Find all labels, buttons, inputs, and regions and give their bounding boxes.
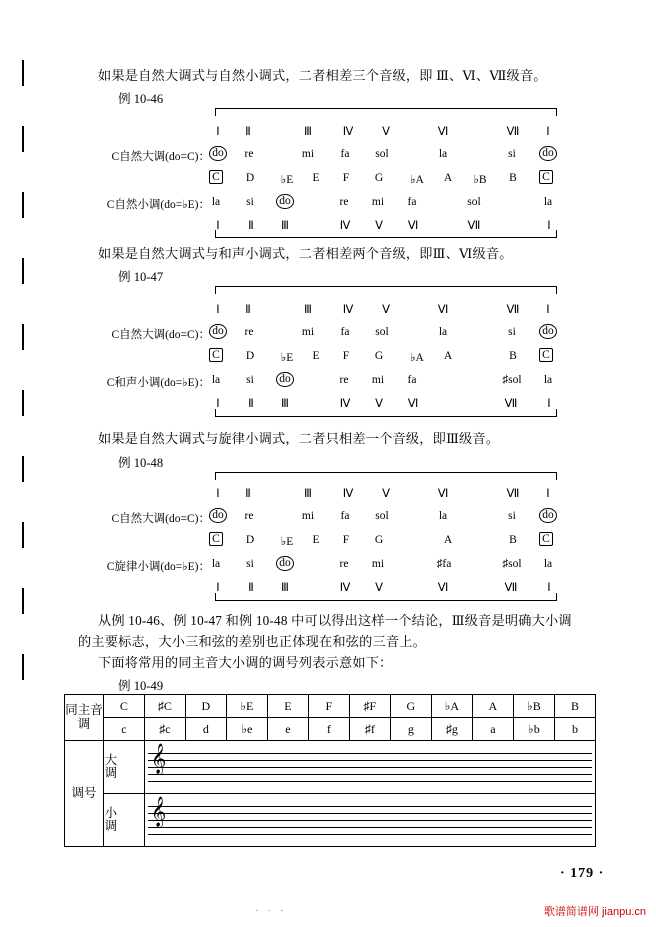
paragraph-2: 如果是自然大调式与和声小调式，二者相差两个音级，即Ⅲ、Ⅵ级音。: [98, 246, 513, 261]
table-header-same-tonic: 同主音调: [65, 695, 104, 741]
ex46-roman-top-1: Ⅰ: [216, 126, 220, 138]
ex47-roman-bot-4: Ⅳ: [339, 398, 351, 410]
ex47-row2-label: C和声小调(do=♭E)：: [106, 377, 210, 389]
ex46-roman-top-7: Ⅶ: [506, 126, 520, 138]
ex48-roman-bot-1: Ⅰ: [216, 582, 220, 594]
ex47-roman-bot-2: Ⅱ: [248, 398, 254, 410]
major-key-4: E: [267, 695, 308, 718]
ex47-row1-note-5: sol: [375, 326, 389, 338]
ex46-letter-11: C: [536, 171, 556, 183]
ex48-row2-note-4: re: [339, 558, 349, 570]
treble-clef-icon-minor: 𝄞: [150, 797, 167, 826]
ex46-row2-note-2: si: [246, 196, 254, 208]
ex47-row2-note-8: la: [543, 374, 553, 386]
ex48-roman-bot-8: Ⅰ: [547, 582, 551, 594]
ex47-row1-note-1: do: [205, 324, 231, 339]
ex46-row1-note-2: re: [244, 148, 254, 160]
ex47-row2-note-7: ♯sol: [502, 374, 522, 386]
ex48-roman-bot-2: Ⅱ: [248, 582, 254, 594]
ex48-row1-note-8: do: [535, 508, 561, 523]
footer-dots: · · ·: [255, 905, 287, 917]
ex46-letter-6: G: [374, 172, 384, 184]
page-number: · 179 ·: [560, 866, 605, 881]
ex48-roman-top-3: Ⅲ: [304, 488, 312, 500]
major-staff-row: [144, 741, 595, 794]
ex46-row2-note-3: do: [272, 194, 298, 209]
major-key-10: ♭B: [513, 695, 554, 718]
ex47-letter-6: G: [374, 350, 384, 362]
ex46-letter-7: ♭A: [410, 174, 424, 186]
ex48-roman-top-5: Ⅴ: [382, 488, 390, 500]
ex47-roman-top-2: Ⅱ: [245, 304, 251, 316]
ex47-roman-top-8: Ⅰ: [546, 304, 550, 316]
treble-clef-icon-major: 𝄞: [150, 744, 167, 773]
ex47-bottom-bracket: [215, 409, 557, 417]
key-signature-table: [64, 694, 596, 847]
major-key-7: G: [390, 695, 431, 718]
ex46-letter-3: ♭E: [280, 174, 294, 186]
ex46-letter-4: E: [312, 172, 320, 184]
example-label-10-48: 例 10-48: [118, 456, 164, 470]
ex47-letter-9: B: [509, 350, 517, 362]
ex47-row1-note-8: do: [535, 324, 561, 339]
minor-key-0: c: [103, 718, 144, 741]
ex48-roman-top-4: Ⅳ: [342, 488, 354, 500]
ex47-row1-note-4: fa: [340, 326, 350, 338]
ex47-roman-top-6: Ⅵ: [437, 304, 449, 316]
ex47-letter-10: C: [536, 349, 556, 361]
ex48-row2-note-7: ♯sol: [502, 558, 522, 570]
ex46-letter-9: ♭B: [473, 174, 487, 186]
ex47-roman-top-4: Ⅳ: [342, 304, 354, 316]
ex47-letter-7: ♭A: [410, 352, 424, 364]
ex46-row2-note-4: re: [339, 196, 349, 208]
example-label-10-47: 例 10-47: [118, 270, 164, 284]
ex48-roman-bot-4: Ⅳ: [339, 582, 351, 594]
ex47-letter-4: E: [312, 350, 320, 362]
ex48-roman-top-1: Ⅰ: [216, 488, 220, 500]
ex46-row2-note-6: fa: [407, 196, 417, 208]
minor-key-1: ♯c: [144, 718, 185, 741]
example-label-10-49: 例 10-49: [118, 679, 164, 693]
ex47-letter-2: D: [245, 350, 255, 362]
ex48-roman-top-7: Ⅶ: [506, 488, 520, 500]
ex48-row2-note-8: la: [543, 558, 553, 570]
ex46-row2-label: C自然小调(do=♭E)：: [106, 199, 210, 211]
ex46-bottom-bracket: [215, 230, 557, 238]
ex46-roman-bot-6: Ⅵ: [407, 220, 419, 232]
major-key-3: ♭E: [226, 695, 267, 718]
ex47-letter-3: ♭E: [280, 352, 294, 364]
major-key-11: B: [554, 695, 595, 718]
ex46-letter-10: B: [509, 172, 517, 184]
ex48-row1-note-7: si: [508, 510, 516, 522]
ex46-roman-top-5: Ⅴ: [382, 126, 390, 138]
minor-key-9: a: [472, 718, 513, 741]
ex47-roman-bot-5: Ⅴ: [375, 398, 383, 410]
ex48-letter-4: E: [312, 534, 320, 546]
major-key-1: ♯C: [144, 695, 185, 718]
margin-tick-marks: [22, 60, 25, 820]
major-key-9: A: [472, 695, 513, 718]
ex48-roman-bot-3: Ⅲ: [281, 582, 289, 594]
ex47-row2-note-6: fa: [407, 374, 417, 386]
ex46-row1-note-1: do: [205, 146, 231, 161]
ex47-row1-note-6: la: [438, 326, 448, 338]
ex46-roman-bot-7: Ⅶ: [467, 220, 481, 232]
ex48-letter-3: ♭E: [280, 536, 294, 548]
ex46-row2-note-1: la: [211, 196, 221, 208]
ex48-row2-label: C旋律小调(do=♭E)：: [106, 561, 210, 573]
ex48-roman-bot-6: Ⅵ: [437, 582, 449, 594]
ex48-letter-5: F: [342, 534, 350, 546]
ex46-letter-5: F: [342, 172, 350, 184]
paragraph-3: 如果是自然大调式与旋律小调式，二者只相差一个音级，即Ⅲ级音。: [98, 431, 500, 446]
ex46-roman-bot-4: Ⅳ: [339, 220, 351, 232]
ex46-letter-8: A: [443, 172, 453, 184]
ex48-letter-9: C: [536, 533, 556, 545]
minor-staff-row: [144, 794, 595, 847]
ex48-row1-note-6: la: [438, 510, 448, 522]
ex47-roman-top-1: Ⅰ: [216, 304, 220, 316]
minor-key-3: ♭e: [226, 718, 267, 741]
minor-key-11: b: [554, 718, 595, 741]
ex47-roman-bot-1: Ⅰ: [216, 398, 220, 410]
ex46-row1-note-6: la: [438, 148, 448, 160]
major-key-8: ♭A: [431, 695, 472, 718]
ex46-roman-top-8: Ⅰ: [546, 126, 550, 138]
ex47-roman-bot-8: Ⅰ: [547, 398, 551, 410]
ex48-row2-note-5: mi: [371, 558, 385, 570]
ex47-row2-note-3: do: [272, 372, 298, 387]
ex48-letter-7: A: [443, 534, 453, 546]
ex48-bottom-bracket: [215, 593, 557, 601]
paragraph-5: 的主要标志，大小三和弦的差别也正体现在和弦的三音上。: [78, 634, 427, 649]
minor-key-7: g: [390, 718, 431, 741]
table-row-minor-staff: [65, 794, 596, 847]
ex48-row2-note-3: do: [272, 556, 298, 571]
ex47-roman-bot-3: Ⅲ: [281, 398, 289, 410]
ex48-row1-note-1: do: [205, 508, 231, 523]
ex48-roman-bot-7: Ⅶ: [504, 582, 518, 594]
paragraph-1: 如果是自然大调式与自然小调式，二者相差三个音级，即 Ⅲ、Ⅵ、Ⅶ级音。: [98, 68, 547, 83]
minor-key-5: f: [308, 718, 349, 741]
ex46-letter-2: D: [245, 172, 255, 184]
ex48-letter-1: C: [206, 533, 226, 545]
ex48-letter-6: G: [374, 534, 384, 546]
ex47-letter-1: C: [206, 349, 226, 361]
ex48-roman-top-8: Ⅰ: [546, 488, 550, 500]
ex47-row2-note-2: si: [246, 374, 254, 386]
ex48-letter-8: B: [509, 534, 517, 546]
ex47-roman-top-3: Ⅲ: [304, 304, 312, 316]
ex46-roman-bot-3: Ⅲ: [281, 220, 289, 232]
ex47-row2-note-1: la: [211, 374, 221, 386]
ex48-row1-label: C自然大调(do=C)：: [111, 513, 210, 525]
ex48-row1-note-3: mi: [301, 510, 315, 522]
ex47-row1-note-2: re: [244, 326, 254, 338]
major-key-6: ♯F: [349, 695, 390, 718]
ex46-roman-top-2: Ⅱ: [245, 126, 251, 138]
ex46-roman-bot-5: Ⅴ: [375, 220, 383, 232]
table-row-major-staff: [65, 741, 596, 794]
ex47-row1-label: C自然大调(do=C)：: [111, 329, 210, 341]
ex47-letter-5: F: [342, 350, 350, 362]
ex47-roman-bot-6: Ⅵ: [407, 398, 419, 410]
table-row-major-keys: [65, 695, 596, 718]
ex48-top-bracket: [215, 472, 557, 480]
site-watermark: 歌谱简谱网 jianpu.cn: [543, 906, 646, 918]
ex47-roman-top-5: Ⅴ: [382, 304, 390, 316]
ex47-top-bracket: [215, 286, 557, 294]
ex46-row1-label: C自然大调(do=C)：: [111, 151, 210, 163]
ex46-row2-note-5: mi: [371, 196, 385, 208]
ex48-letter-2: D: [245, 534, 255, 546]
ex48-roman-top-6: Ⅵ: [437, 488, 449, 500]
major-key-2: D: [185, 695, 226, 718]
ex48-row2-note-1: la: [211, 558, 221, 570]
ex47-roman-bot-7: Ⅶ: [504, 398, 518, 410]
ex46-roman-bot-8: Ⅰ: [547, 220, 551, 232]
ex47-row2-note-4: re: [339, 374, 349, 386]
ex46-row1-note-4: fa: [340, 148, 350, 160]
ex46-roman-bot-2: Ⅱ: [248, 220, 254, 232]
ex46-row2-note-8: la: [543, 196, 553, 208]
ex46-roman-top-3: Ⅲ: [304, 126, 312, 138]
ex47-roman-top-7: Ⅶ: [506, 304, 520, 316]
minor-key-2: d: [185, 718, 226, 741]
ex47-row1-note-3: mi: [301, 326, 315, 338]
ex47-letter-8: A: [443, 350, 453, 362]
major-key-5: F: [308, 695, 349, 718]
minor-key-8: ♯g: [431, 718, 472, 741]
minor-key-4: e: [267, 718, 308, 741]
minor-key-6: ♯f: [349, 718, 390, 741]
ex46-row1-note-7: si: [508, 148, 516, 160]
ex46-roman-top-4: Ⅳ: [342, 126, 354, 138]
ex46-roman-top-6: Ⅵ: [437, 126, 449, 138]
ex46-roman-bot-1: Ⅰ: [216, 220, 220, 232]
ex47-row2-note-5: mi: [371, 374, 385, 386]
staff-lines-major: [148, 753, 592, 781]
ex48-row2-note-6: ♯fa: [436, 558, 452, 570]
row-label-minor: 小调: [103, 794, 144, 847]
ex48-roman-top-2: Ⅱ: [245, 488, 251, 500]
ex47-row1-note-7: si: [508, 326, 516, 338]
ex48-row1-note-4: fa: [340, 510, 350, 522]
ex48-roman-bot-5: Ⅴ: [375, 582, 383, 594]
paragraph-4: 从例 10-46、例 10-47 和例 10-48 中可以得出这样一个结论，Ⅲ级音是明确大小调: [98, 613, 572, 628]
minor-key-10: ♭b: [513, 718, 554, 741]
paragraph-6: 下面将常用的同主音大小调的调号列表示意如下：: [98, 655, 393, 670]
table-row-minor-keys: [65, 718, 596, 741]
ex48-row1-note-5: sol: [375, 510, 389, 522]
ex46-row1-note-3: mi: [301, 148, 315, 160]
ex48-row1-note-2: re: [244, 510, 254, 522]
ex46-letter-1: C: [206, 171, 226, 183]
major-key-0: C: [103, 695, 144, 718]
row-label-major: 大调: [103, 741, 144, 794]
ex46-row1-note-5: sol: [375, 148, 389, 160]
ex46-row1-note-8: do: [535, 146, 561, 161]
staff-lines-minor: [148, 806, 592, 834]
ex48-row2-note-2: si: [246, 558, 254, 570]
example-label-10-46: 例 10-46: [118, 92, 164, 106]
ex46-top-bracket: [215, 108, 557, 116]
table-header-key-signature: 调号: [65, 741, 104, 847]
ex46-row2-note-7: sol: [467, 196, 481, 208]
